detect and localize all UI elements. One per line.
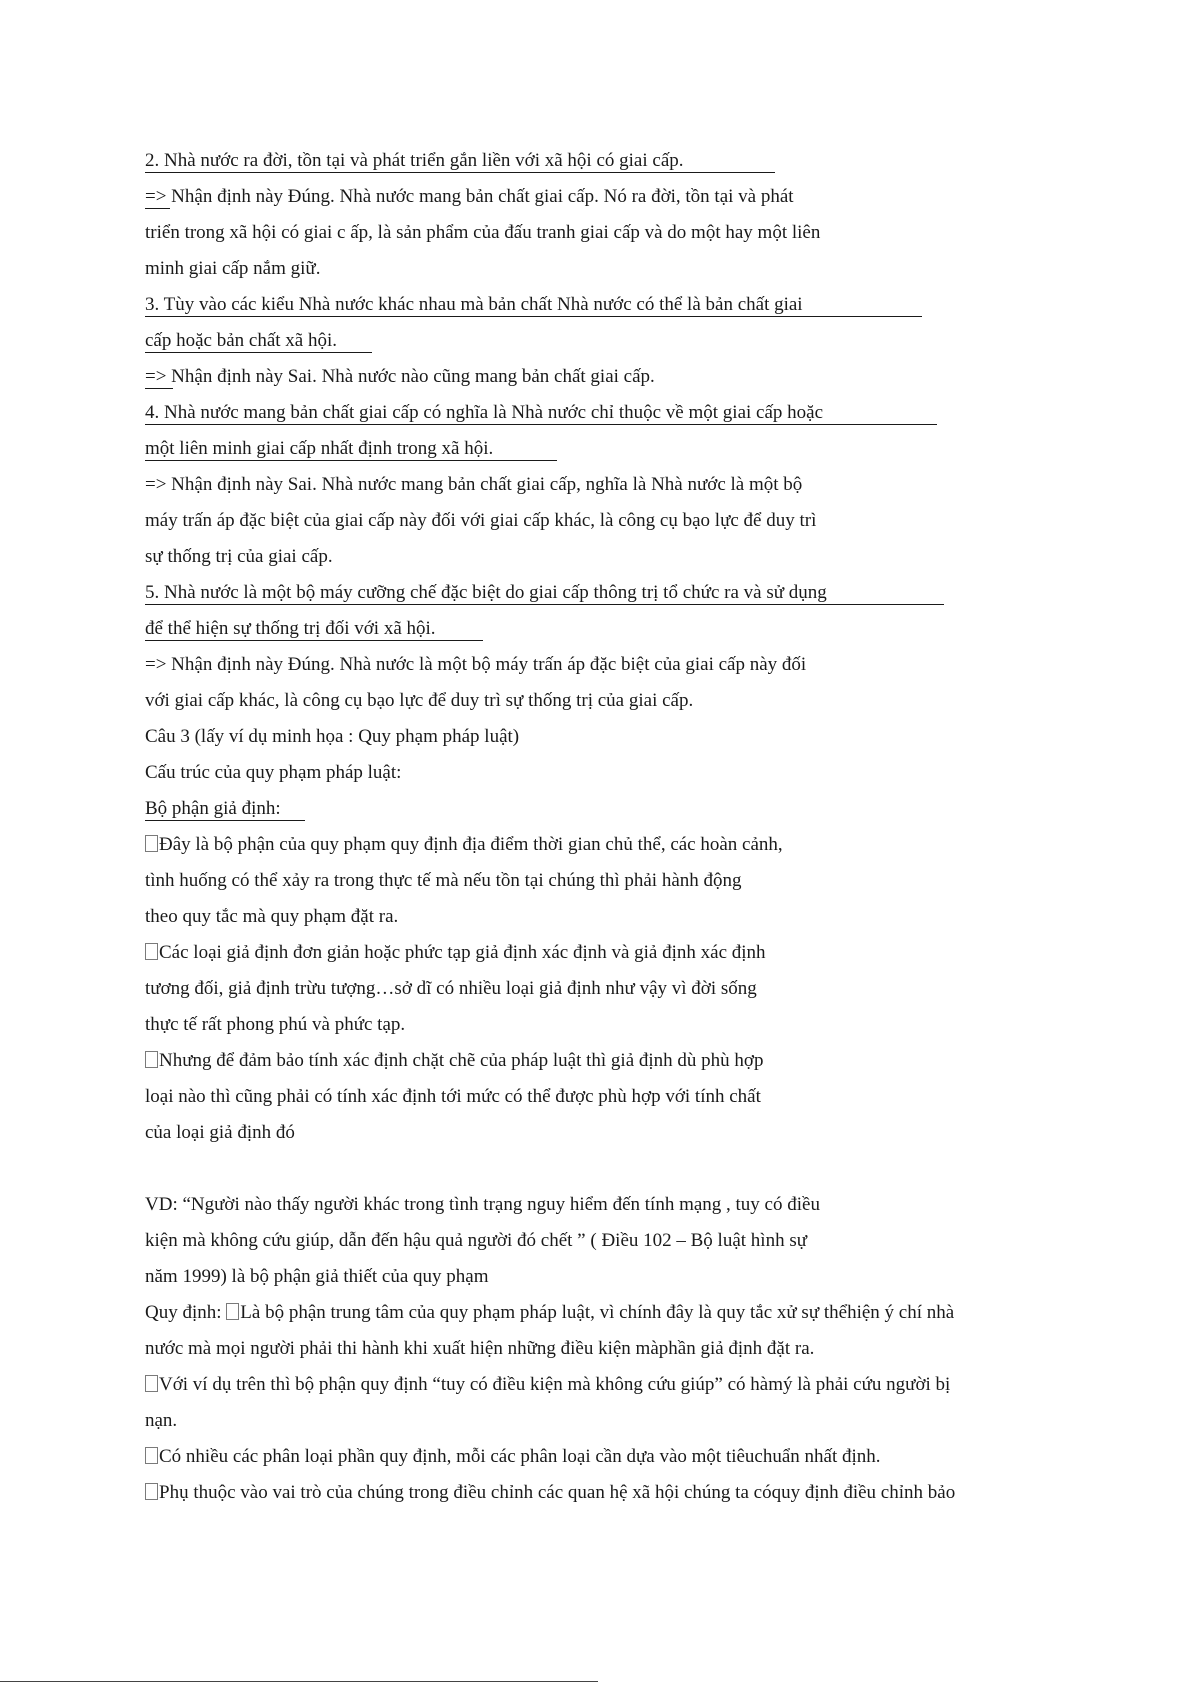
text-line [145,1444,881,1470]
bullet-box-icon [226,1303,239,1320]
bullet-box-icon [145,1375,158,1392]
text-line: => Nhận định này Sai. Nhà nước mang bản chất giai cấp, nghĩa là Nhà nước là một bộ [145,474,803,495]
underline-rule [145,460,557,461]
footer-divider [0,1681,598,1682]
underline-rule [145,604,944,605]
bullet-box-icon [145,1447,158,1464]
text-line: Bộ phận giả định: [145,798,281,819]
text-span: Có nhiều các phân loại phần quy định, mỗi các phân loại cần dựa vào một tiêuchuẩn nhất định. [159,1446,881,1467]
text-line [145,832,783,858]
text-line: cấp hoặc bản chất xã hội. [145,330,338,351]
text-line: một liên minh giai cấp nhất định trong xã hội. [145,438,494,459]
underline-rule [145,208,170,209]
text-line: triển trong xã hội có giai c ấp, là sản phẩm của đấu tranh giai cấp và do một hay một liên [145,222,821,243]
text-line: tình huống có thể xảy ra trong thực tế mà nếu tồn tại chúng thì phải hành động [145,870,742,891]
underline-rule [145,820,305,821]
text-line: năm 1999) là bộ phận giả thiết của quy phạm [145,1266,489,1287]
text-line: Cấu trúc của quy phạm pháp luật: [145,762,402,783]
text-line: theo quy tắc mà quy phạm đặt ra. [145,906,399,927]
text-line: => Nhận định này Sai. Nhà nước nào cũng mang bản chất giai cấp. [145,366,655,387]
text-line [145,1480,955,1506]
underline-rule [145,640,483,641]
text-line: Câu 3 (lấy ví dụ minh họa : Quy phạm pháp luật) [145,726,520,747]
text-span: Nhưng để đảm bảo tính xác định chặt chẽ của pháp luật thì giả định dù phù hợp [159,1050,764,1071]
text-line: nạn. [145,1410,178,1431]
text-line: loại nào thì cũng phải có tính xác định tới mức có thể được phù hợp với tính chất [145,1086,761,1107]
bullet-box-icon [145,1051,158,1068]
quy-dinh-label: Quy định: [145,1302,227,1323]
text-line [145,1048,763,1074]
text-line: 4. Nhà nước mang bản chất giai cấp có nghĩa là Nhà nước chỉ thuộc về một giai cấp hoặc [145,402,824,423]
text-line: => Nhận định này Đúng. Nhà nước là một bộ máy trấn áp đặc biệt của giai cấp này đối [145,654,807,675]
text-span: Với ví dụ trên thì bộ phận quy định “tuy có điều kiện mà không cứu giúp” có hàmý là phải cứu người bị [159,1374,951,1395]
text-line: nước mà mọi người phải thi hành khi xuất hiện những điều kiện màphần giả định đặt ra. [145,1338,815,1359]
text-line [145,940,766,966]
text-line: tương đối, giả định trừu tượng…sở dĩ có nhiều loại giả định như vậy vì đời sống [145,978,757,999]
text-line: sự thống trị của giai cấp. [145,546,333,567]
bullet-box-icon [145,835,158,852]
text-span: Là bộ phận trung tâm của quy phạm pháp luật, vì chính đây là quy tắc xử sự thểhiện ý chí nhà [240,1302,955,1323]
text-line [145,1300,954,1326]
underline-rule [145,424,937,425]
text-line: VD: “Người nào thấy người khác trong tình trạng nguy hiểm đến tính mạng , tuy có điều [145,1194,820,1215]
text-line: 5. Nhà nước là một bộ máy cưỡng chế đặc biệt do giai cấp thông trị tổ chức ra và sử dụng [145,582,827,603]
text-line: 3. Tùy vào các kiểu Nhà nước khác nhau mà bản chất Nhà nước có thể là bản chất giai [145,294,803,315]
text-line: máy trấn áp đặc biệt của giai cấp này đối với giai cấp khác, là công cụ bạo lực để duy trì [145,510,817,531]
bullet-box-icon [145,943,158,960]
bullet-box-icon [145,1483,158,1500]
text-span: Các loại giả định đơn giản hoặc phức tạp giả định xác định và giả định xác định [159,942,766,963]
text-line: thực tế rất phong phú và phức tạp. [145,1014,406,1035]
underline-rule [145,316,922,317]
text-line: để thể hiện sự thống trị đối với xã hội. [145,618,436,639]
text-line: với giai cấp khác, là công cụ bạo lực để duy trì sự thống trị của giai cấp. [145,690,694,711]
text-line: của loại giả định đó [145,1122,295,1143]
underline-rule [145,388,173,389]
text-line [145,1372,950,1398]
text-line: minh giai cấp nắm giữ. [145,258,321,279]
underline-rule [145,172,775,173]
text-line: kiện mà không cứu giúp, dẫn đến hậu quả người đó chết ” ( Điều 102 – Bộ luật hình sự [145,1230,808,1251]
text-span: Đây là bộ phận của quy phạm quy định địa điểm thời gian chủ thể, các hoàn cảnh, [159,834,783,855]
underline-rule [145,352,372,353]
text-span: Phụ thuộc vào vai trò của chúng trong điều chỉnh các quan hệ xã hội chúng ta cóquy định điều chỉnh bảo [159,1482,956,1503]
text-line: => Nhận định này Đúng. Nhà nước mang bản chất giai cấp. Nó ra đời, tồn tại và phát [145,186,794,207]
text-line: 2. Nhà nước ra đời, tồn tại và phát triển gắn liền với xã hội có giai cấp. [145,150,684,171]
